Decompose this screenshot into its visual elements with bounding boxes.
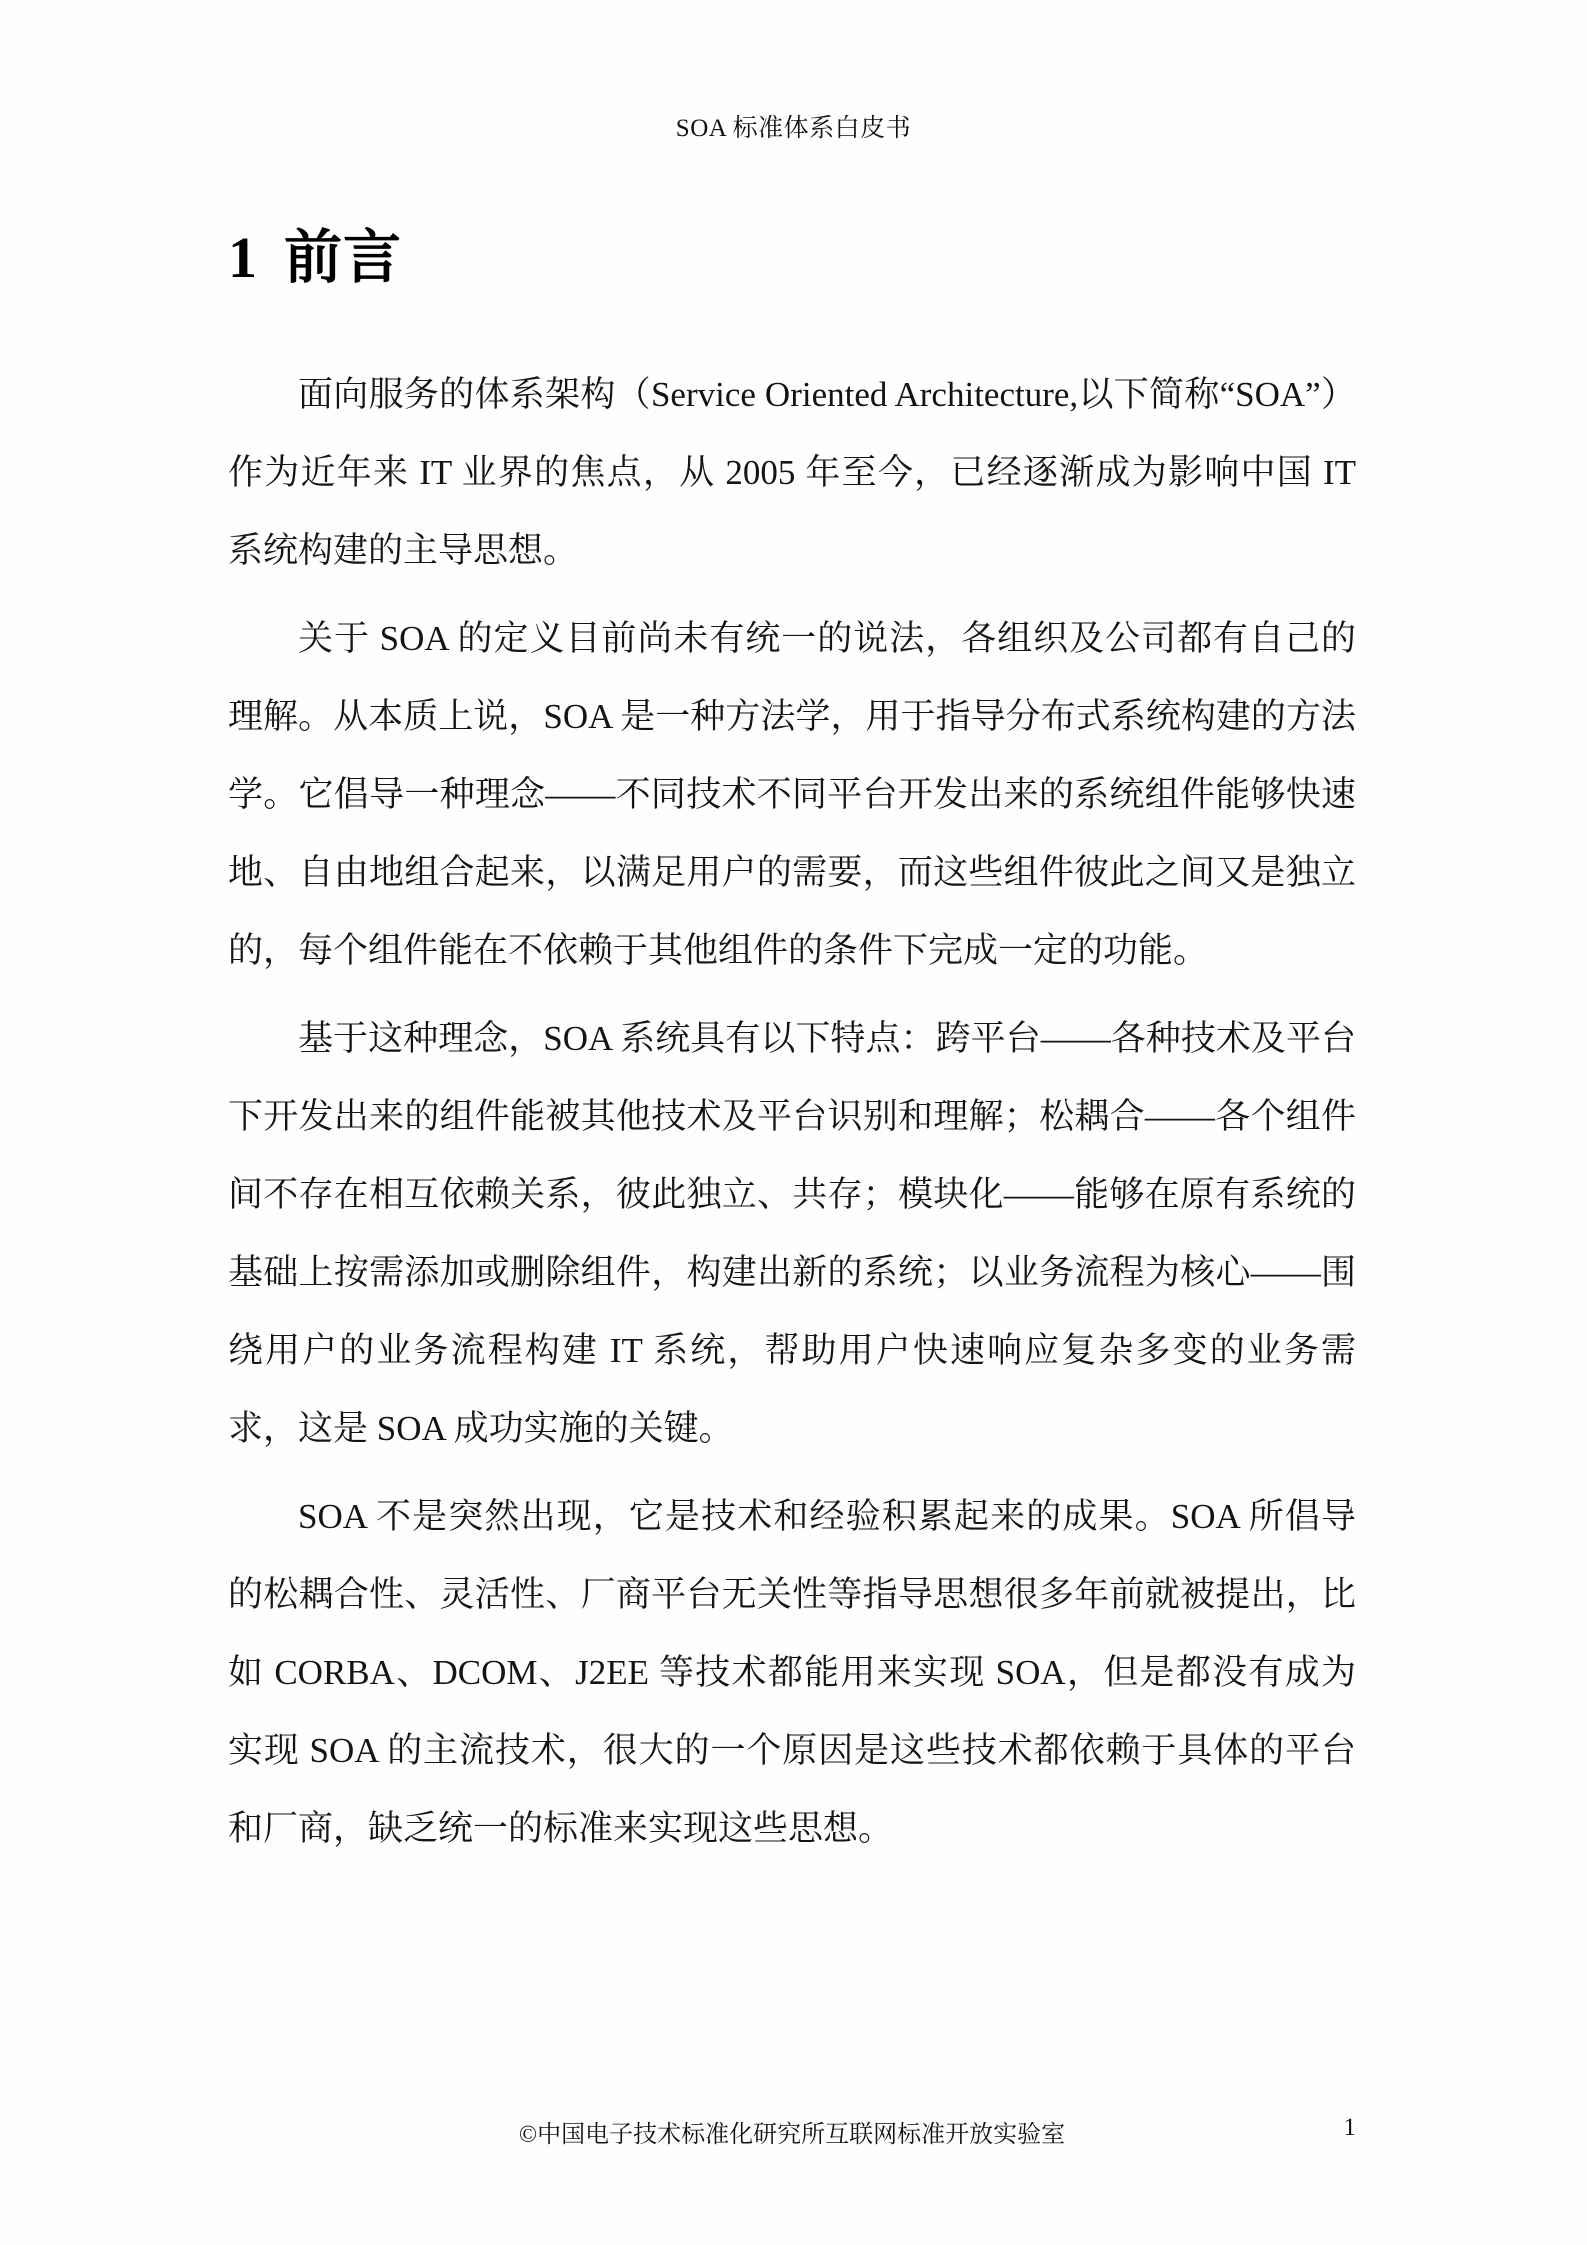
running-header: SOA 标准体系白皮书 [675, 115, 912, 142]
paragraph-2: 关于 SOA 的定义目前尚未有统一的说法，各组织及公司都有自己的理解。从本质上说，SOA 是一种方法学，用于指导分布式系统构建的方法学。它倡导一种理念——不同技术不同平台开发出来的系统组件能够快速地、自由地组合起来，以满足用户的需要，而这些组件彼此之间又是独立的，每个组件能在不依赖于其他组件的条件下完成一定的功能。 [228, 618, 1356, 970]
page-number: 1 [1343, 2114, 1356, 2141]
paragraph-4: SOA 不是突然出现，它是技术和经验积累起来的成果。SOA 所倡导的松耦合性、灵活性、厂商平台无关性等指导思想很多年前就被提出，比如 CORBA、DCOM、J2EE 等技术都能用来实现 SOA，但是都没有成为实现 SOA 的主流技术，很大的一个原因是这些技术都依赖于具体的平台和厂商，缺乏统一的标准来实现这些思想。 [228, 1496, 1356, 1848]
section-heading [228, 225, 1356, 292]
section-title: 前言 [284, 225, 403, 290]
footer-copyright: ©中国电子技术标准化研究所互联网标准开放实验室 [518, 2122, 1066, 2148]
paragraph-3: 基于这种理念，SOA 系统具有以下特点：跨平台——各种技术及平台下开发出来的组件能被其他技术及平台识别和理解；松耦合——各个组件间不存在相互依赖关系，彼此独立、共存；模块化——能够在原有系统的基础上按需添加或删除组件，构建出新的系统；以业务流程为核心——围绕用户的业务流程构建 IT 系统，帮助用户快速响应复杂多变的业务需求，这是 SOA 成功实施的关键。 [228, 1018, 1356, 1448]
page-footer [228, 2114, 1356, 2149]
paragraph-1: 面向服务的体系架构（Service Oriented Architecture,以下简称“SOA”）作为近年来 IT 业界的焦点，从 2005 年至今，已经逐渐成为影响中国 IT 系统构建的主导思想。 [228, 374, 1356, 570]
section-number: 1 [228, 225, 258, 290]
document-body [228, 225, 1356, 1868]
